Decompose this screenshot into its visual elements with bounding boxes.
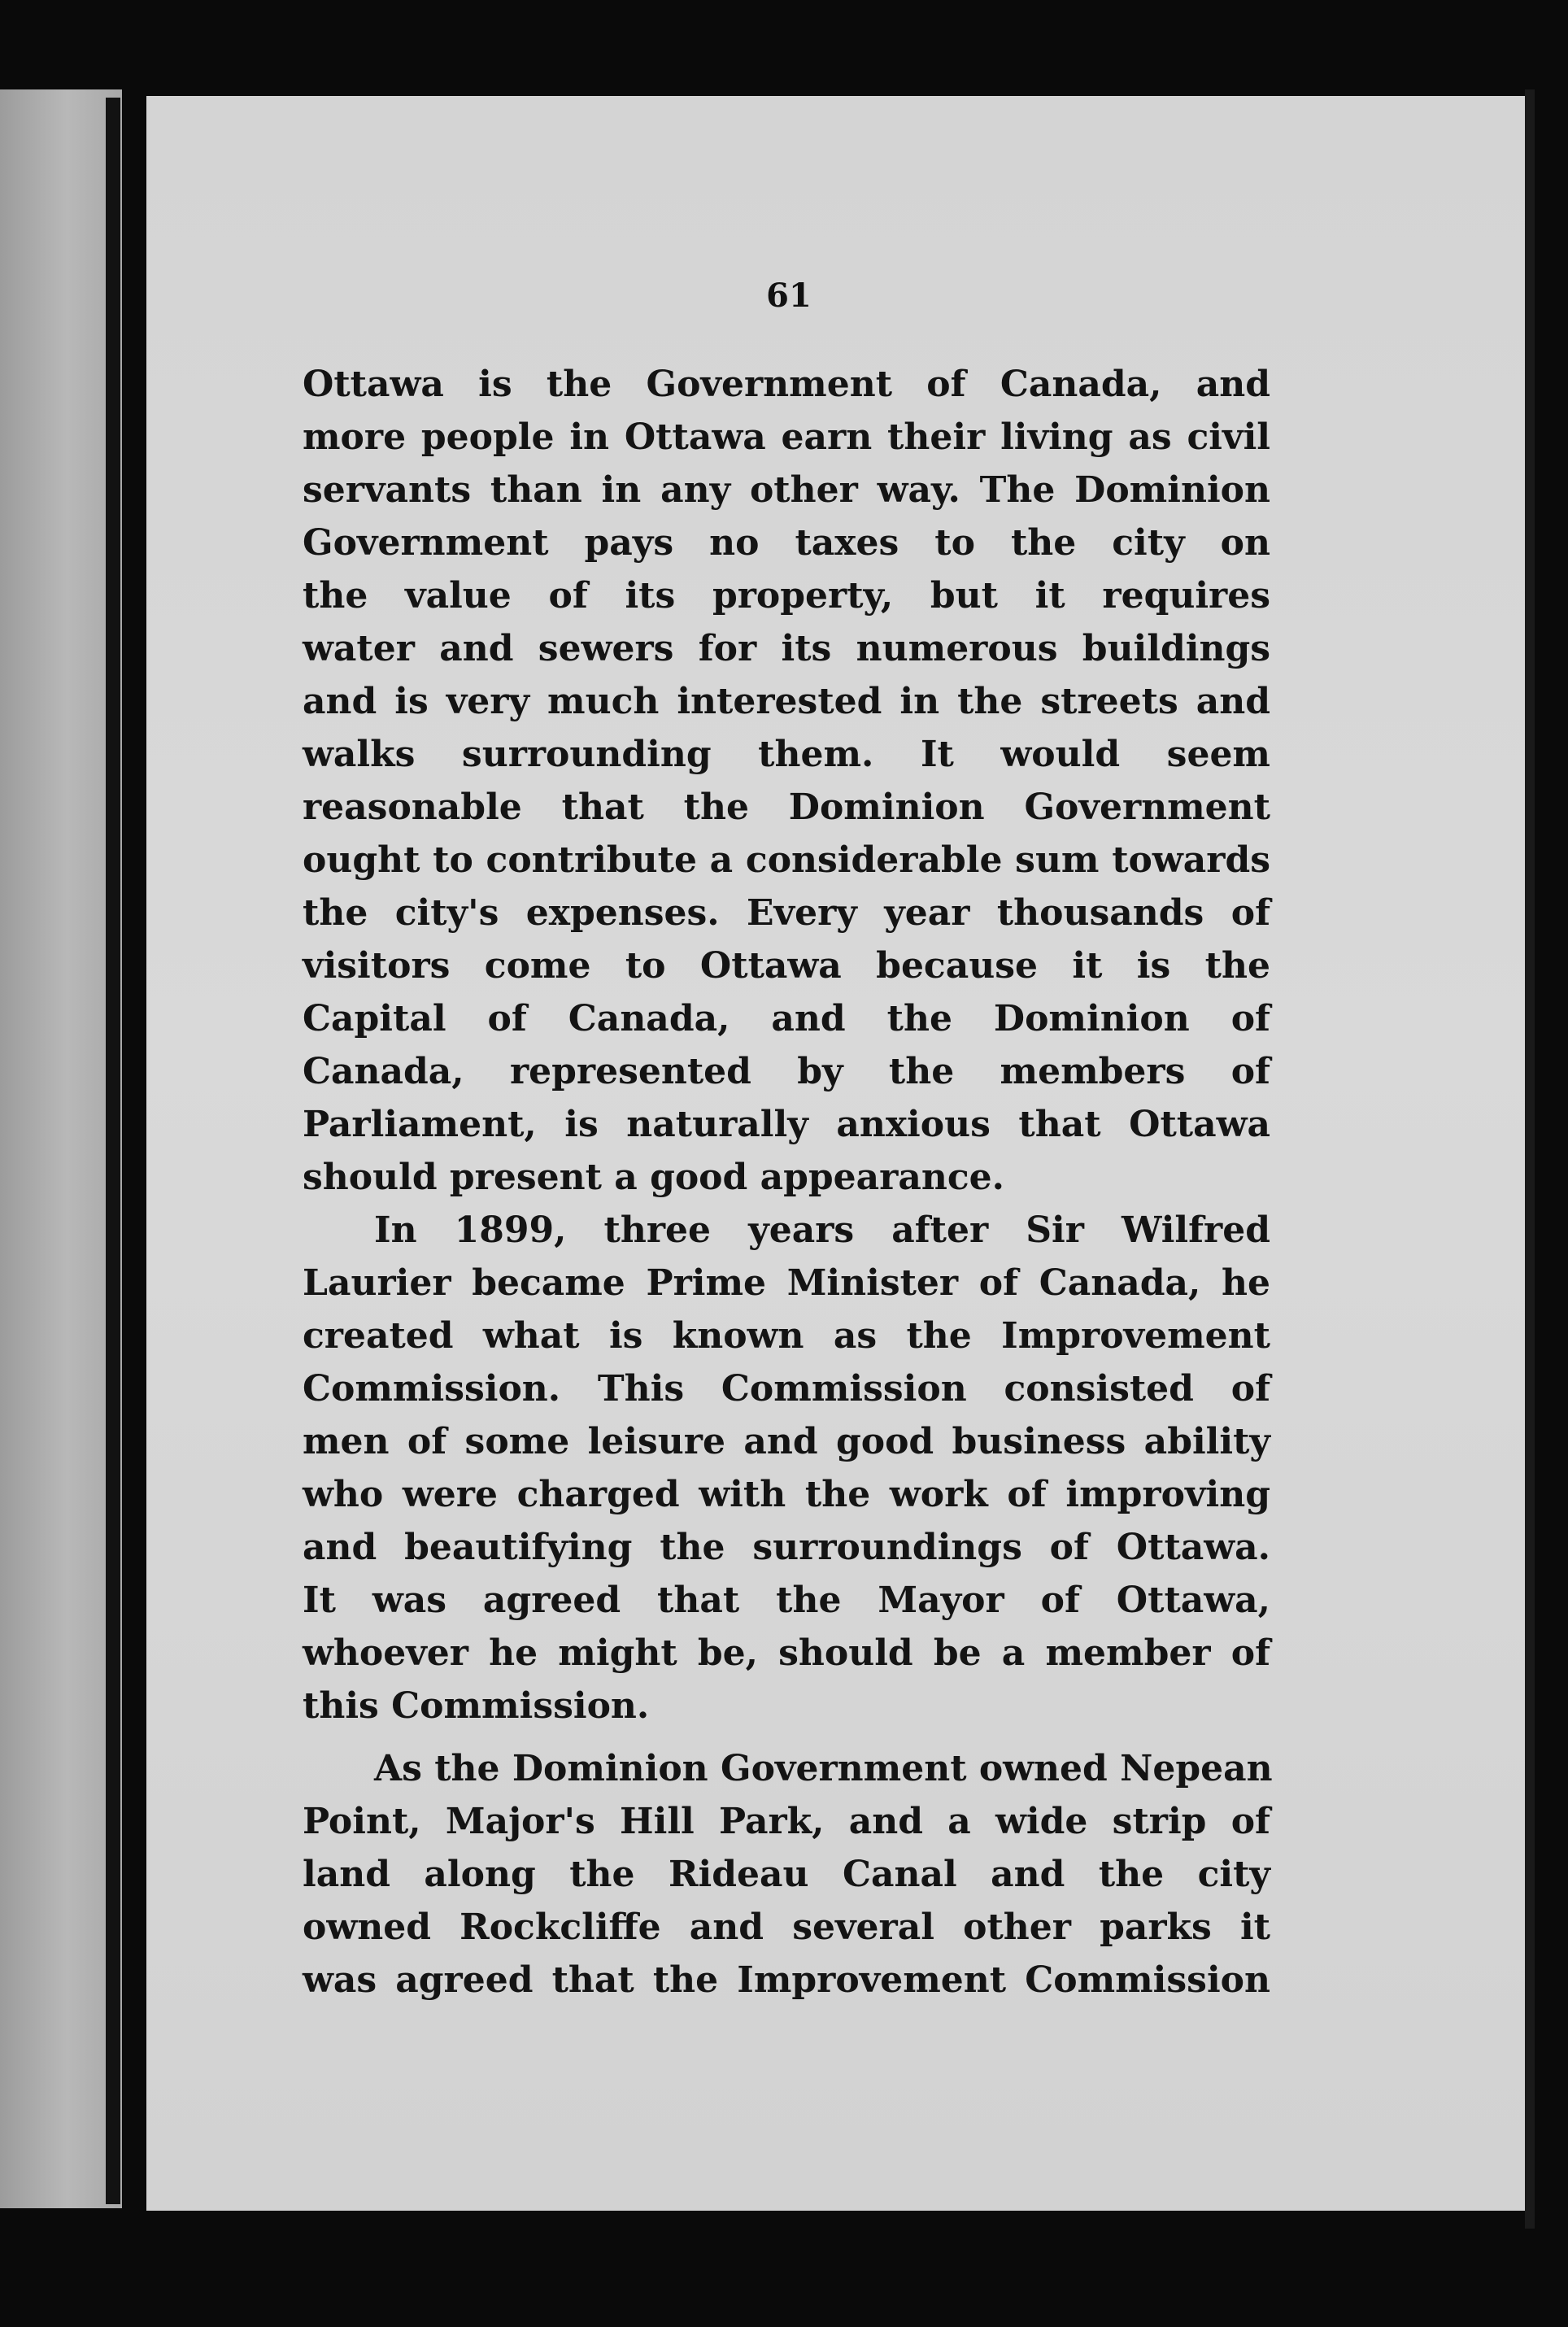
text-line: servants than in any other way. The Dominion [303, 469, 1270, 511]
text-line: Point, Major's Hill Park, and a wide strip of [303, 1801, 1270, 1842]
paragraph-1 [303, 358, 1270, 1204]
text-line: more people in Ottawa earn their living as civil [303, 416, 1270, 458]
text-line: this Commission. [303, 1685, 650, 1727]
text-line: Laurier became Prime Minister of Canada, he [303, 1262, 1270, 1304]
text-line: reasonable that the Dominion Government [303, 787, 1270, 828]
text-line: It was agreed that the Mayor of Ottawa, [303, 1580, 1270, 1621]
book-spine [106, 98, 120, 2204]
text-line: owned Rockcliffe and several other parks it [303, 1906, 1270, 1948]
page-number: 61 [766, 277, 812, 315]
text-line: was agreed that the Improvement Commission [303, 1959, 1270, 2001]
text-line: should present a good appearance. [303, 1157, 1004, 1198]
text-line: ought to contribute a considerable sum towards [303, 839, 1270, 881]
text-line: who were charged with the work of improving [303, 1474, 1270, 1515]
text-line: Capital of Canada, and the Dominion of [303, 998, 1270, 1039]
text-line: the value of its property, but it requires [303, 575, 1270, 617]
paragraph-gap [303, 1732, 1270, 1742]
paragraph-2 [303, 1204, 1270, 1732]
text-line: created what is known as the Improvement [303, 1315, 1270, 1357]
text-line: Ottawa is the Government of Canada, and [303, 364, 1270, 405]
text-line: In 1899, three years after Sir Wilfred [374, 1209, 1270, 1251]
paragraph-3 [303, 1742, 1273, 2007]
text-line: Commission. This Commission consisted of [303, 1368, 1270, 1410]
text-line: the city's expenses. Every year thousands of [303, 892, 1270, 934]
text-line: and is very much interested in the streets and [303, 681, 1270, 722]
body-text [303, 358, 1273, 2007]
text-line: walks surrounding them. It would seem [303, 734, 1270, 775]
text-line: visitors come to Ottawa because it is the [303, 945, 1270, 987]
left-page-edge [0, 89, 122, 2208]
text-line: water and sewers for its numerous buildings [303, 628, 1270, 669]
text-line: whoever he might be, should be a member of [303, 1632, 1270, 1674]
text-line: As the Dominion Government owned Nepean [374, 1748, 1273, 1789]
text-line: and beautifying the surroundings of Ottawa. [303, 1527, 1270, 1568]
text-line: men of some leisure and good business ability [303, 1421, 1270, 1462]
text-line: Parliament, is naturally anxious that Ottawa [303, 1104, 1270, 1145]
text-line: Canada, represented by the members of [303, 1051, 1270, 1092]
text-line: Government pays no taxes to the city on [303, 522, 1270, 564]
text-line: land along the Rideau Canal and the city [303, 1854, 1270, 1895]
right-page-edge [1525, 89, 1535, 2229]
